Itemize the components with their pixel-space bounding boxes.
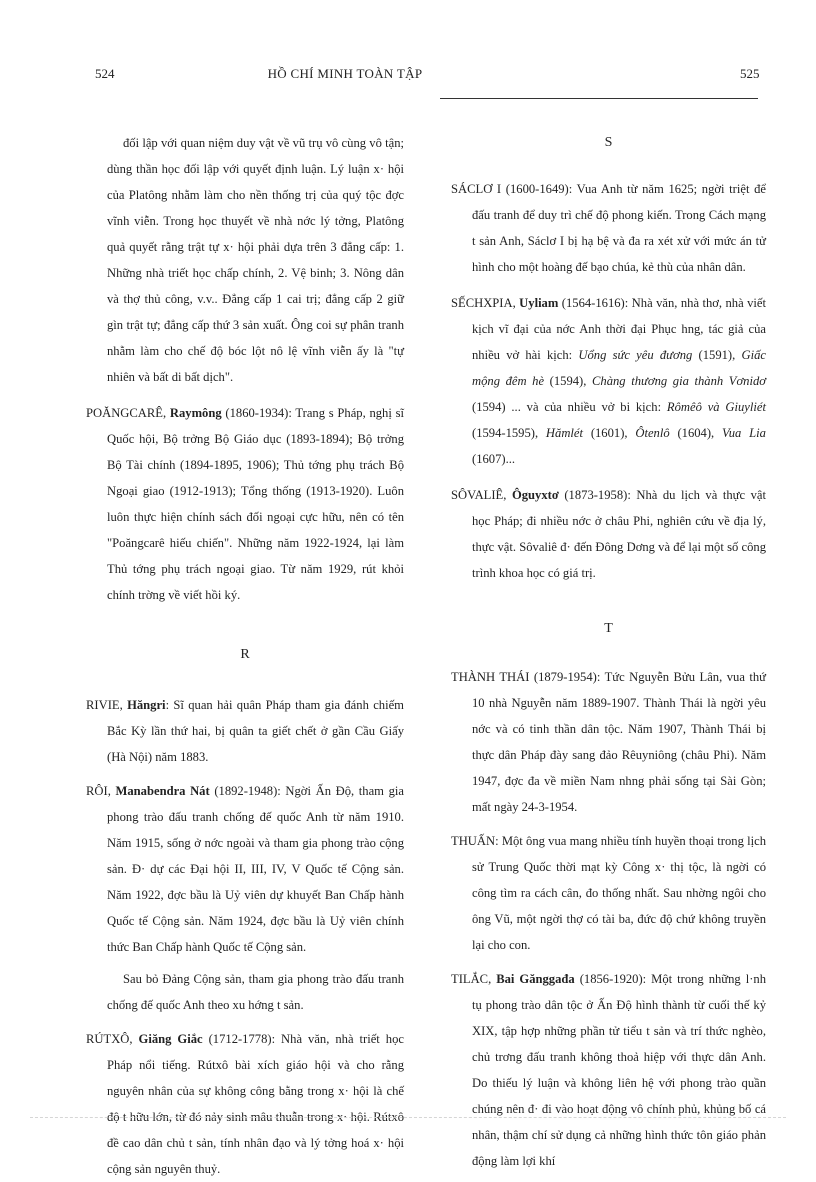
left-page-number: 524: [95, 66, 115, 81]
entry-headword: SÔVALIÊ,: [451, 488, 507, 502]
entry-tilac: [451, 966, 766, 1174]
work-title: Uổng sức yêu đương: [578, 348, 693, 362]
entry-given-name: Bai Gănggađa: [496, 972, 575, 986]
entry-headword: RIVIE,: [86, 698, 123, 712]
entry-text: (1591),: [698, 348, 736, 362]
entry-text: (1594) ... và của nhiều vở bi kịch:: [472, 400, 662, 414]
entry-thanhthai: [451, 664, 766, 820]
entry-text: (1594-1595),: [472, 426, 539, 440]
entry-headword: RÚTXÔ,: [86, 1032, 133, 1046]
entry-given-name: Ôguyxtơ: [511, 488, 559, 502]
entry-rutxo: [86, 1026, 404, 1182]
entry-text: (1856-1920): Một trong những l·nh tụ phong trào dân tộc ở Ấn Độ hình thành từ cuối thế kỷ XIX, tập hợp những phần tử tiểu t sản và trí thức nghèo, chủ trơng đấu tranh không thoả hiệp với thực dân Anh. Do thiếu lý luận và không liên hệ với phong trào quần chúng nên đ· đi vào hoạt động vô chính phủ, khủng bố cá nhân, thậm chí sử dụng cả những hình thức tôn giáo phản động làm lợi khí: [472, 972, 767, 1168]
entry-headword: TILẮC,: [451, 972, 492, 986]
entry-text: (1860-1934): Trang s Pháp, nghị sĩ Quốc hội, Bộ trởng Bộ Giáo dục (1893-1894); Bộ trởng Bộ Tài chính (1894-1895, 1906); Thủ tớng phụ trách Bộ Ngoại giao (1912-1913); Tổng thống (1913-1920). Luôn luôn thực hiện chính sách đối ngoại cực hữu, nên có tên "Poăngcarê hiếu chiến". Những năm 1922-1924, lại làm Thủ tớng phụ trách ngoại giao. Từ năm 1929, rút khỏi chính trờng về viết hồi ký.: [107, 406, 404, 602]
work-title: Ôtenlô: [635, 426, 670, 440]
section-letter-s: S: [604, 135, 613, 150]
section-letter-t: T: [604, 621, 613, 636]
entry-headword: THÀNH THÁI: [451, 670, 530, 684]
entry-headword: SẾCHXPIA,: [451, 296, 516, 310]
entry-text: (1892-1948): Ngời Ấn Độ, tham gia phong trào đấu tranh chống đế quốc Anh từ năm 1910. Năm 1915, sống ở nớc ngoài và tham gia phong trào cộng sản. Đ· dự các Đại hội II, III, IV, V Quốc tế Cộng sản. Năm 1922, đợc bầu là Uỷ viên dự khuyết Ban Chấp hành Quốc tế Cộng sản. Năm 1924, đợc bầu là Uỷ viên chính thức Ban Chấp hành Quốc tế Cộng sản.: [107, 784, 404, 954]
entry-thuan: [451, 828, 766, 958]
page-bottom-border: [30, 1117, 786, 1118]
entry-text: (1604),: [677, 426, 715, 440]
right-column: [451, 130, 766, 1174]
entry-headword: POĂNGCARÊ,: [86, 406, 167, 420]
work-title: Vua Lia: [722, 426, 766, 440]
entry-roi-paragraph: Sau bỏ Đảng Cộng sản, tham gia phong trào đấu tranh chống đế quốc Anh theo xu hớng t sản.: [107, 972, 404, 1012]
entry-headword: RÔI,: [86, 784, 111, 798]
entry-text: (1564-1616): Nhà văn, nhà thơ, nhà viết kịch vĩ đại của nớc Anh thời đại Phục hng, tác giả của nhiều vở hài kịch:: [472, 296, 766, 362]
left-column: [86, 130, 404, 1182]
entry-text: : Một ông vua mang nhiều tính huyền thoại trong lịch sử Trung Quốc thời mạt kỳ Công x· thị tộc, là ngời có công tìm ra cách cân, đo thống nhất. Sau nhờng ngôi cho ông Vũ, một ngời thợ có tài ba, đức độ chứ không truyền lại cho con.: [472, 834, 766, 952]
running-title: HỒ CHÍ MINH TOÀN TẬP: [267, 66, 423, 81]
work-title: Rômêô và Giuyliét: [666, 400, 766, 414]
entry-text: : Sĩ quan hải quân Pháp tham gia đánh chiếm Bắc Kỳ lần thứ hai, bị quân ta giết chết ở gần Cầu Giấy (Hà Nội) năm 1883.: [107, 698, 404, 764]
entry-platon-continuation: đối lập với quan niệm duy vật về vũ trụ vô cùng vô tận; dùng thần học đối lập với quyết định luận. Lý luận x· hội của Platông nhằm làm cho nền thống trị của quý tộc đợc vĩnh viễn. Trong học thuyết về nhà nớc lý tởng, Platông quả quyết rằng trật tự x· hội phải dựa trên 3 đẳng cấp: 1. Những nhà triết học chấp chính, 2. Vệ binh; 3. Nông dân và thợ thủ công, v.v.. Đẳng cấp 1 cai trị; đẳng cấp 2 giữ gìn trật tự; đẳng cấp thứ 3 sản xuất. Ông coi sự phân tranh nhằm làm cho chế độ bóc lột nô lệ vĩnh viễn ấy là "tự nhiên và bất di bất dịch".: [107, 136, 404, 384]
entry-given-name: Raymông: [169, 406, 222, 420]
entry-text: (1601),: [590, 426, 628, 440]
right-page-number: 525: [740, 66, 760, 81]
entry-text: (1873-1958): Nhà du lịch và thực vật học Pháp; đi nhiều nớc ở châu Phi, nghiên cứu về địa lý, thực vật. Sôvaliê đ· đến Đông Dơng và để lại một số công trình khoa học có giá trị.: [472, 488, 766, 580]
entry-given-name: Manabendra Nát: [115, 784, 210, 798]
entry-given-name: Hăngri: [127, 698, 166, 712]
entry-headword: THUẤN: [451, 834, 496, 848]
entry-rivie: [86, 692, 404, 770]
entry-sovalie: [451, 482, 766, 586]
entry-headword: SÁCLƠ I: [451, 182, 502, 196]
entry-text: (1607)...: [472, 452, 516, 466]
work-title: Chàng thương gia thành Vơnidơ: [592, 374, 766, 388]
entry-poangcare: [86, 400, 404, 608]
work-title: Giấc mộng đêm hè: [472, 348, 766, 388]
header-rule: [440, 98, 758, 99]
entry-text: (1594),: [549, 374, 587, 388]
entry-roi: [86, 778, 404, 960]
entry-sechxpia: [451, 290, 766, 472]
entry-text: (1879-1954): Tức Nguyễn Bửu Lân, vua thứ 10 nhà Nguyễn năm 1889-1907. Thành Thái là ngời yêu nớc và có tinh thần dân tộc. Năm 1907, Thành Thái bị thực dân Pháp đày sang đảo Rêuyniông (châu Phi). Năm 1947, đợc đa về miền Nam nhng phải sống tại Sài Gòn; mất ngày 24-3-1954.: [472, 670, 767, 814]
entry-given-name: Giăng Giắc: [138, 1032, 203, 1046]
work-title: Hămlét: [545, 426, 583, 440]
entry-saclo: [451, 176, 766, 280]
entry-given-name: Uyliam: [519, 296, 559, 310]
entry-text: (1712-1778): Nhà văn, nhà triết học Pháp nổi tiếng. Rútxô bài xích giáo hội và cho rằng nguyên nhân của sự không công bằng trong x· hội là chế độ t hữu lớn, từ đó nảy sinh mâu thuẫn trong x· hội. Rútxô đề cao dân chủ t sản, tính nhân đạo và lý tởng hoá x· hội cộng sản nguyên thuỷ.: [107, 1032, 404, 1176]
entry-text: (1600-1649): Vua Anh từ năm 1625; ngời triệt để đấu tranh để duy trì chế độ phong kiến. Trong Cách mạng t sản Anh, Sáclơ I bị hạ bệ và đa ra xét xử với mức án tử hình cho một hoàng đế bạo chúa, kẻ thù của nhân dân.: [472, 182, 766, 274]
section-letter-r: R: [240, 647, 250, 662]
